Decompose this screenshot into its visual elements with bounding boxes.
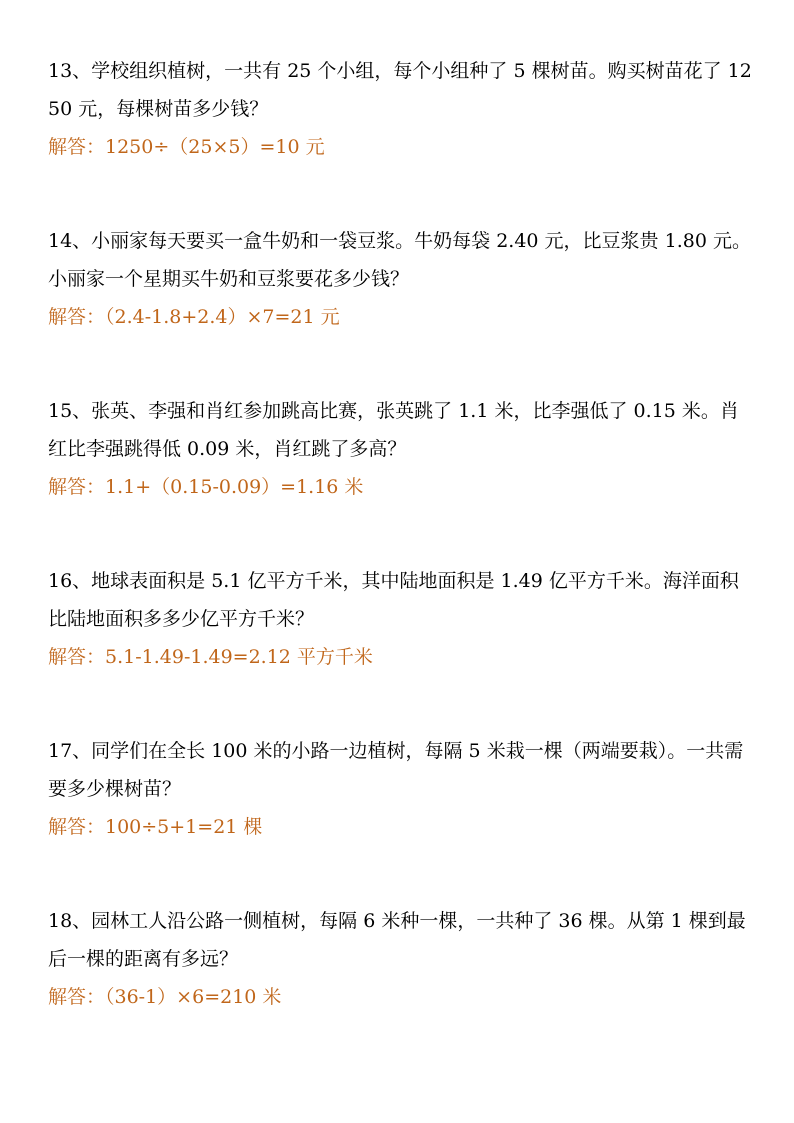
problem-answer: 解答：1.1+（0.15-0.09）=1.16 米 — [48, 476, 364, 498]
problem-answer: 解答：100÷5+1=21 棵 — [48, 816, 263, 838]
problem-16 — [48, 562, 753, 676]
problem-answer: 解答：5.1-1.49-1.49=2.12 平方千米 — [48, 646, 373, 668]
problem-answer: 解答：（36-1）×6=210 米 — [48, 986, 282, 1008]
problem-17 — [48, 732, 753, 846]
problem-question: 15、张英、李强和肖红参加跳高比赛，张英跳了 1.1 米，比李强低了 0.15 米。肖红比李强跳得低 0.09 米，肖红跳了多高？ — [48, 400, 739, 460]
problem-answer: 解答：1250÷（25×5）=10 元 — [48, 136, 325, 158]
problem-18 — [48, 902, 753, 1016]
problem-question: 14、小丽家每天要买一盒牛奶和一袋豆浆。牛奶每袋 2.40 元，比豆浆贵 1.80 元。小丽家一个星期买牛奶和豆浆要花多少钱？ — [48, 230, 751, 290]
problem-question: 18、园林工人沿公路一侧植树，每隔 6 米种一棵，一共种了 36 棵。从第 1 棵到最后一棵的距离有多远？ — [48, 910, 746, 970]
problem-question: 13、学校组织植树，一共有 25 个小组，每个小组种了 5 棵树苗。购买树苗花了 1250 元，每棵树苗多少钱？ — [48, 60, 752, 120]
problem-question: 16、地球表面积是 5.1 亿平方千米，其中陆地面积是 1.49 亿平方千米。海洋面积比陆地面积多多少亿平方千米？ — [48, 570, 739, 630]
problem-list — [48, 52, 753, 1072]
problem-15 — [48, 392, 753, 506]
problem-13 — [48, 52, 753, 166]
problem-question: 17、同学们在全长 100 米的小路一边植树，每隔 5 米栽一棵（两端要栽）。一共需要多少棵树苗？ — [48, 740, 744, 800]
problem-14 — [48, 222, 753, 336]
problem-answer: 解答：（2.4-1.8+2.4）×7=21 元 — [48, 306, 340, 328]
